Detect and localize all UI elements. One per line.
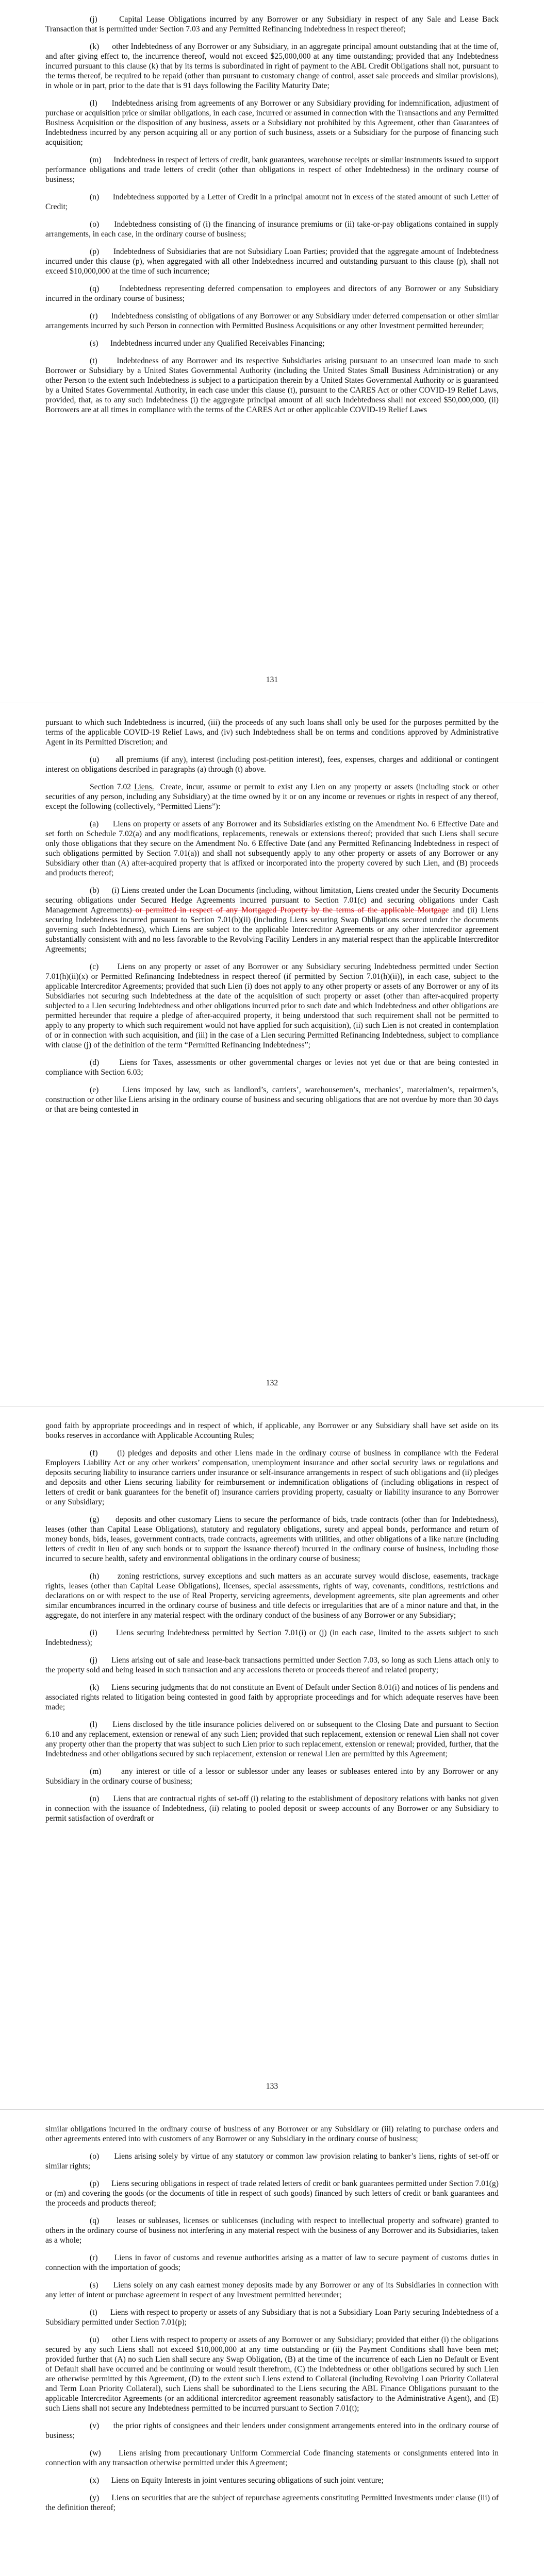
paragraph-7-02-e: (e) Liens imposed by law, such as landlord’s, carriers’, warehousemen’s, mechanics’, materialmen’s, repairmen’s, construction or other like Liens arising in the ordinary course of business and securing obligations that are not overdue by more than 30 days or that are being contested in xyxy=(45,1086,499,1114)
paragraph-7-01-l: (l) Indebtedness arising from agreements of any Borrower or any Subsidiary providing for indemnification, adjustment of purchase or acquisition price or similar obligations, in each case, incurred or assumed in connection with the Transactions and any Permitted Business Acquisition or the disposition of any business, assets or a Subsidiary not prohibited by this Agreement, other than Guarantees of Indebtedness incurred by any person acquiring all or any portion of such business, assets or a Subsidiary for the purpose of financing such acquisition; xyxy=(45,99,499,147)
paragraph-7-02-y: (y) Liens on securities that are the subject of repurchase agreements constituting Permitted Investments under clause (iii) of the definition thereof; xyxy=(45,2494,499,2512)
paragraph-7-01-r: (r) Indebtedness consisting of obligations of any Borrower or any Subsidiary under deferred compensation or other similar arrangements incurred by such Person in connection with Permitted Business Acquisitions or any other Investment permitted hereunder; xyxy=(45,312,499,330)
paragraph-7-02-m: (m) any interest or title of a lessor or sublessor under any leases or subleases entered into by any Borrower or any Subsidiary in the ordinary course of business; xyxy=(45,1767,499,1786)
paragraph-7-02-b: (b) (i) Liens created under the Loan Documents (including, without limitation, Liens created under the Security Documents securing obligations under Secured Hedge Agreements incurred pursuant to Section 7.01(c) and securing obligations under Cash Management Agreements) or permitted in respect of any Mortgaged Property by the terms of the applicable Mortgage and (ii) Liens securing Indebtedness incurred pursuant to Section 7.01(b)(ii) (including Liens securing Swap Obligations secured under the documents governing such Indebtedness), which Liens are subject to the applicable Intercreditor Agreements or any other intercreditor agreement substantially consistent with and no less favorable to the Revolving Facility Lenders in any material respect than the applicable Intercreditor Agreements; xyxy=(45,886,499,954)
section-7-02-liens: Section 7.02 Liens. Create, incur, assume or permit to exist any Lien on any property or assets (including stock or other securities of any person, including any Subsidiary) at the time owned by it or on any income or revenues or rights in respect of any thereof, except the following (collectively, “Permitted Liens”): xyxy=(45,783,499,811)
page-number: 131 xyxy=(266,675,278,684)
paragraph-7-02-w: (w) Liens arising from precautionary Uniform Commercial Code financing statements or consignments entered into in connection with any transaction otherwise permitted under this Agreement; xyxy=(45,2449,499,2467)
paragraph-7-02-p: (p) Liens securing obligations in respect of trade related letters of credit or bank guarantees permitted under Section 7.01(g) or (m) and covering the goods (or the documents of title in respect of such goods) financed by such letters of credit or bank guarantees and the proceeds and products thereof; xyxy=(45,2179,499,2208)
paragraph-7-01-s: (s) Indebtedness incurred under any Qualified Receivables Financing; xyxy=(90,339,325,348)
paragraph-7-02-h: (h) zoning restrictions, survey exceptions and such matters as an accurate survey would disclose, easements, trackage rights, leases (other than Capital Lease Obligations), licenses, special assessments, rights of way, covenants, conditions, restrictions and declarations on or with respect to the use of Real Property, servicing agreements, development agreements, site plan agreements and other similar encumbrances incurred in the ordinary course of business and title defects or irregularities that are of a minor nature and that, in the aggregate, do not interfere in any material respect with the ordinary conduct of the business of any Borrower or any Subsidiary; xyxy=(45,1572,499,1620)
page-number: 133 xyxy=(266,2082,278,2091)
paragraph-7-02-n: (n) Liens that are contractual rights of set-off (i) relating to the establishment of depository relations with banks not given in connection with the issuance of Indebtedness, (ii) relating to pooled deposit or sweep accounts of any Borrower or any Subsidiary to permit satisfaction of overdraft or xyxy=(45,1794,499,1823)
paragraph-7-02-v: (v) the prior rights of consignees and their lenders under consignment arrangements entered into in the ordinary course of business; xyxy=(45,2421,499,2440)
paragraph-continuation: similar obligations incurred in the ordinary course of business of any Borrower or any Subsidiary or (iii) relating to purchase orders and other agreements entered into with customers of any Borrower or any Subsidiary in the ordinary course of business; xyxy=(45,2125,499,2143)
paragraph-7-02-j: (j) Liens arising out of sale and lease-back transactions permitted under Section 7.03, so long as such Liens attach only to the property sold and being leased in such transaction and any accessions thereto or proceeds thereof and related property; xyxy=(45,1656,499,1674)
paragraph-7-01-p: (p) Indebtedness of Subsidiaries that are not Subsidiary Loan Parties; provided that the aggregate amount of Indebtedness incurred under this clause (p), when aggregated with all other Indebtedness incurred and outstanding pursuant to this clause (p), shall not exceed $10,000,000 at the time of such incurrence; xyxy=(45,247,499,276)
document-page-133 xyxy=(0,1406,544,2110)
paragraph-7-02-g: (g) deposits and other customary Liens to secure the performance of bids, trade contracts (other than for Indebtedness), leases (other than Capital Lease Obligations), statutory and regulatory obligations, surety and appeal bonds, performance and return of money bonds, bids, leases, government contracts, trade contracts, agreements with utilities, and other obligations of a like nature (including letters of credit in lieu of any such bonds or to support the issuance thereof) incurred in the ordinary course of business, including those incurred to secure health, safety and environmental obligations in the ordinary course of business; xyxy=(45,1515,499,1563)
paragraph-7-02-f: (f) (i) pledges and deposits and other Liens made in the ordinary course of business in compliance with the Federal Employers Liability Act or any other workers’ compensation, unemployment insurance and other social security laws or regulations and deposits securing liability to insurance carriers under insurance or self-insurance arrangements in respect of such obligations and (ii) pledges and deposits and other Liens securing liability for reimbursement or indemnification obligations of (including obligations in respect of letters of credit or bank guarantees for the benefit of) insurance carriers providing property, casualty or liability insurance to any Borrower or any Subsidiary; xyxy=(45,1449,499,1506)
page-content xyxy=(45,718,499,1122)
paragraph-7-02-s: (s) Liens solely on any cash earnest money deposits made by any Borrower or any of its Subsidiaries in connection with any letter of intent or purchase agreement in respect of any Investment permitted hereunder; xyxy=(45,2281,499,2299)
document-page-132 xyxy=(0,703,544,1406)
paragraph-7-02-o: (o) Liens arising solely by virtue of any statutory or common law provision relating to banker’s liens, rights of set-off or similar rights; xyxy=(45,2152,499,2171)
paragraph-7-01-q: (q) Indebtedness representing deferred compensation to employees and directors of any Borrower or any Subsidiary incurred in the ordinary course of business; xyxy=(45,284,499,303)
paragraph-7-02-r: (r) Liens in favor of customs and revenue authorities arising as a matter of law to secure payment of customs duties in connection with the importation of goods; xyxy=(45,2253,499,2272)
paragraph-7-01-t: (t) Indebtedness of any Borrower and its respective Subsidiaries arising pursuant to an unsecured loan made to such Borrower or Subsidiary by a United States Governmental Authority (including the United States Small Business Administration) or any other Person to the extent such Indebtedness is subject to a participation therein by a United States Governmental Authority or is guaranteed by a United States Governmental Authority, in each case under this clause (t), pursuant to the CARES Act or other COVID-19 Relief Laws, provided, that, as to any such Indebtedness (i) the aggregate principal amount of all such Indebtedness shall not exceed $50,000,000, (ii) Borrowers are at all times in compliance with the terms of the CARES Act or other applicable COVID-19 Relief Laws xyxy=(45,357,499,414)
struck-text: or permitted in respect of any Mortgaged Property by the terms of the applicable Mortgage xyxy=(131,906,449,914)
paragraph-7-01-m: (m) Indebtedness in respect of letters of credit, bank guarantees, warehouse receipts or similar instruments issued to support performance obligations and trade letters of credit (other than obligations in respect of other Indebtedness) in the ordinary course of business; xyxy=(45,156,499,184)
paragraph-7-02-d: (d) Liens for Taxes, assessments or other governmental charges or levies not yet due or that are being contested in compliance with Section 6.03; xyxy=(45,1058,499,1077)
paragraph-7-01-j: (j) Capital Lease Obligations incurred by any Borrower or any Subsidiary in respect of any Sale and Lease Back Transaction that is permitted under Section 7.03 and any Permitted Refinancing Indebtedness in respect thereof; xyxy=(45,15,499,33)
document-page-131 xyxy=(0,0,544,703)
paragraph-7-02-c: (c) Liens on any property or asset of any Borrower or any Subsidiary securing Indebtedness permitted under Section 7.01(h)(ii)(x) or Permitted Refinancing Indebtedness in respect thereof (if permitted by Section 7.01(h)(ii)), in each case, subject to the applicable Intercreditor Agreements; provided that such Lien (i) does not apply to any other property or assets of any Borrower or any of its Subsidiaries not securing such Indebtedness at the date of the acquisition of such property or asset (other than after-acquired property subjected to a Lien securing Indebtedness and other obligations incurred prior to such date and which Indebtedness and other obligations are permitted hereunder that require a pledge of after-acquired property, it being understood that such requirement shall not be permitted to apply to any property to which such requirement would not have applied for such acquisition), (ii) such Lien is not created in contemplation of or in connection with such acquisition, and (iii) in the case of a Lien securing Permitted Refinancing Indebtedness, subject to compliance with clause (j) of the definition of the term “Permitted Refinancing Indebtedness”; xyxy=(45,962,499,1049)
paragraph-7-01-o: (o) Indebtedness consisting of (i) the financing of insurance premiums or (ii) take-or-pay obligations contained in supply arrangements, in each case, in the ordinary course of business; xyxy=(45,220,499,239)
paragraph-7-01-n: (n) Indebtedness supported by a Letter of Credit in a principal amount not in excess of the stated amount of such Letter of Credit; xyxy=(45,193,499,211)
paragraph-7-02-q: (q) leases or subleases, licenses or sublicenses (including with respect to intellectual property and software) granted to others in the ordinary course of business not interfering in any material respect with the business of any Borrower and its Subsidiaries, taken as a whole; xyxy=(45,2216,499,2245)
paragraph-7-02-x: (x) Liens on Equity Interests in joint ventures securing obligations of such joint venture; xyxy=(90,2476,384,2485)
page-content xyxy=(45,14,499,422)
page-content xyxy=(45,1421,499,1831)
paragraph-7-02-u: (u) other Liens with respect to property or assets of any Borrower or any Subsidiary; provided that either (i) the obligations secured by any such Liens shall not exceed $10,000,000 at any time outstanding or (ii) the Payment Conditions shall have been met; provided further that (A) no such Lien shall secure any Swap Obligation, (B) at the time of the incurrence of each Lien no Default or Event of Default shall have occurred and be continuing or would result therefrom, (C) the Indebtedness or other obligations secured by such Lien are otherwise permitted by this Agreement, (D) to the extent such Liens extend to Collateral (including Revolving Loan Priority Collateral and Term Loan Priority Collateral), such Liens shall be subordinated to the Liens securing the ABL Finance Obligations pursuant to the applicable Intercreditor Agreements (or an additional intercreditor agreement reasonably satisfactory to the Administrative Agent), and (E) such Liens shall not secure any Indebtedness permitted to be incurred pursuant to Section 7.01(t); xyxy=(45,2335,499,2413)
paragraph-7-02-t: (t) Liens with respect to property or assets of any Subsidiary that is not a Subsidiary Loan Party securing Indebtedness of a Subsidiary permitted under Section 7.01(p); xyxy=(45,2308,499,2327)
paragraph-7-02-k: (k) Liens securing judgments that do not constitute an Event of Default under Section 8.01(i) and notices of lis pendens and associated rights related to litigation being contested in good faith by appropriate proceedings and for which adequate reserves have been made; xyxy=(45,1683,499,1711)
paragraph-7-01-k: (k) other Indebtedness of any Borrower or any Subsidiary, in an aggregate principal amount outstanding that at the time of, and after giving effect to, the incurrence thereof, would not exceed $25,000,000 at any time outstanding; provided that any Indebtedness incurred pursuant to this clause (k) that by its terms is subordinated in right of payment to the ABL Credit Obligations shall not, pursuant to the terms thereof, be required to be repaid (other than pursuant to customary change of control, asset sale proceeds and similar provisions), in whole or in part, prior to the date that is 91 days following the Facility Maturity Date; xyxy=(45,42,499,90)
paragraph-7-01-u: (u) all premiums (if any), interest (including post-petition interest), fees, expenses, charges and additional or contingent interest on obligations described in paragraphs (a) through (t) above. xyxy=(45,755,499,774)
section-heading: Liens. xyxy=(134,783,154,791)
paragraph-7-02-l: (l) Liens disclosed by the title insurance policies delivered on or subsequent to the Closing Date and pursuant to Section 6.10 and any replacement, extension or renewal of any such Lien; provided that such replacement, extension or renewal Lien shall not cover any property other than the property that was subject to such Lien prior to such replacement, extension or renewal; provided, further, that the Indebtedness and other obligations secured by such replacement, extension or renewal Lien are permitted by this Agreement; xyxy=(45,1720,499,1758)
paragraph-7-02-i: (i) Liens securing Indebtedness permitted by Section 7.01(i) or (j) (in each case, limited to the assets subject to such Indebtedness); xyxy=(45,1629,499,1647)
paragraph-continuation: pursuant to which such Indebtedness is incurred, (iii) the proceeds of any such loans shall only be used for the purposes permitted by the terms of the applicable COVID-19 Relief Laws, and (iv) such Indebtedness shall be on terms and conditions approved by Administrative Agent in its Permitted Discretion; and xyxy=(45,718,499,747)
document-page-134 xyxy=(0,2110,544,2576)
page-content xyxy=(45,2124,499,2520)
paragraph-continuation: good faith by appropriate proceedings and in respect of which, if applicable, any Borrower or any Subsidiary shall have set aside on its books reserves in accordance with Applicable Accounting Rules; xyxy=(45,1421,499,1440)
page-number: 132 xyxy=(266,1379,278,1387)
paragraph-7-02-a: (a) Liens on property or assets of any Borrower and its Subsidiaries existing on the Amendment No. 6 Effective Date and set forth on Schedule 7.02(a) and any modifications, replacements, renewals or extensions thereof; provided that such Liens shall secure only those obligations that they secure on the Amendment No. 6 Effective Date (and any Permitted Refinancing Indebtedness in respect of such obligations permitted by Section 7.01(a)) and shall not subsequently apply to any other property or assets of any Borrower or any Subsidiary other than (A) after-acquired property that is affixed or incorporated into the property covered by such Lien, and (B) proceeds and products thereof; xyxy=(45,820,499,877)
